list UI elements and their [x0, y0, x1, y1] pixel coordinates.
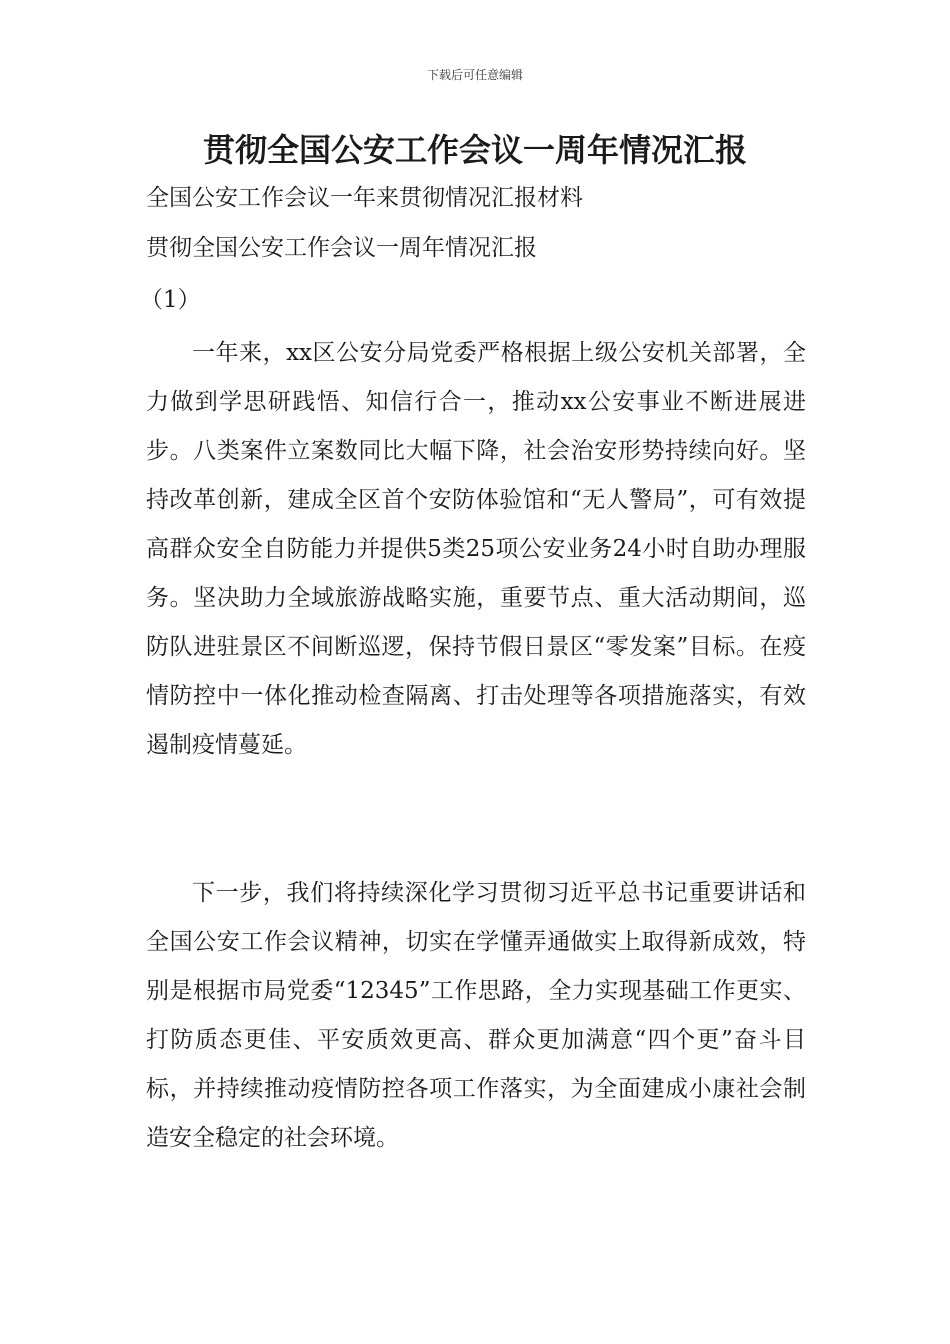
subtitle-1: 全国公安工作会议一年来贯彻情况汇报材料 [146, 185, 583, 211]
paragraph-1: 一年来，xx区公安分局党委严格根据上级公安机关部署，全力做到学思研践悟、知信行合一，推动xx公安事业不断进展进步。八类案件立案数同比大幅下降，社会治安形势持续向好。坚持改革创新，建成全区首个安防体验馆和“无人警局”，可有效提高群众安全自防能力并提供5类25项公安业务24小时自助办理服务。坚决助力全域旅游战略实施，重要节点、重大活动期间，巡防队进驻景区不间断巡逻，保持节假日景区“零发案”目标。在疫情防控中一体化推动检查隔离、打击处理等各项措施落实，有效遏制疫情蔓延。 [146, 340, 806, 758]
header-note: 下载后可任意编辑 [426, 68, 523, 82]
paragraph-2: 下一步，我们将持续深化学习贯彻习近平总书记重要讲话和全国公安工作会议精神，切实在学懂弄通做实上取得新成效，特别是根据市局党委“12345”工作思路，全力实现基础工作更实、打防质态更佳、平安质效更高、群众更加满意“四个更”奋斗目标，并持续推动疫情防控各项工作落实，为全面建成小康社会制造安全稳定的社会环境。 [146, 880, 806, 1151]
document-title: 贯彻全国公安工作会议一周年情况汇报 [202, 131, 747, 169]
section-number: （1） [140, 287, 201, 313]
subtitle-2: 贯彻全国公安工作会议一周年情况汇报 [146, 235, 537, 261]
